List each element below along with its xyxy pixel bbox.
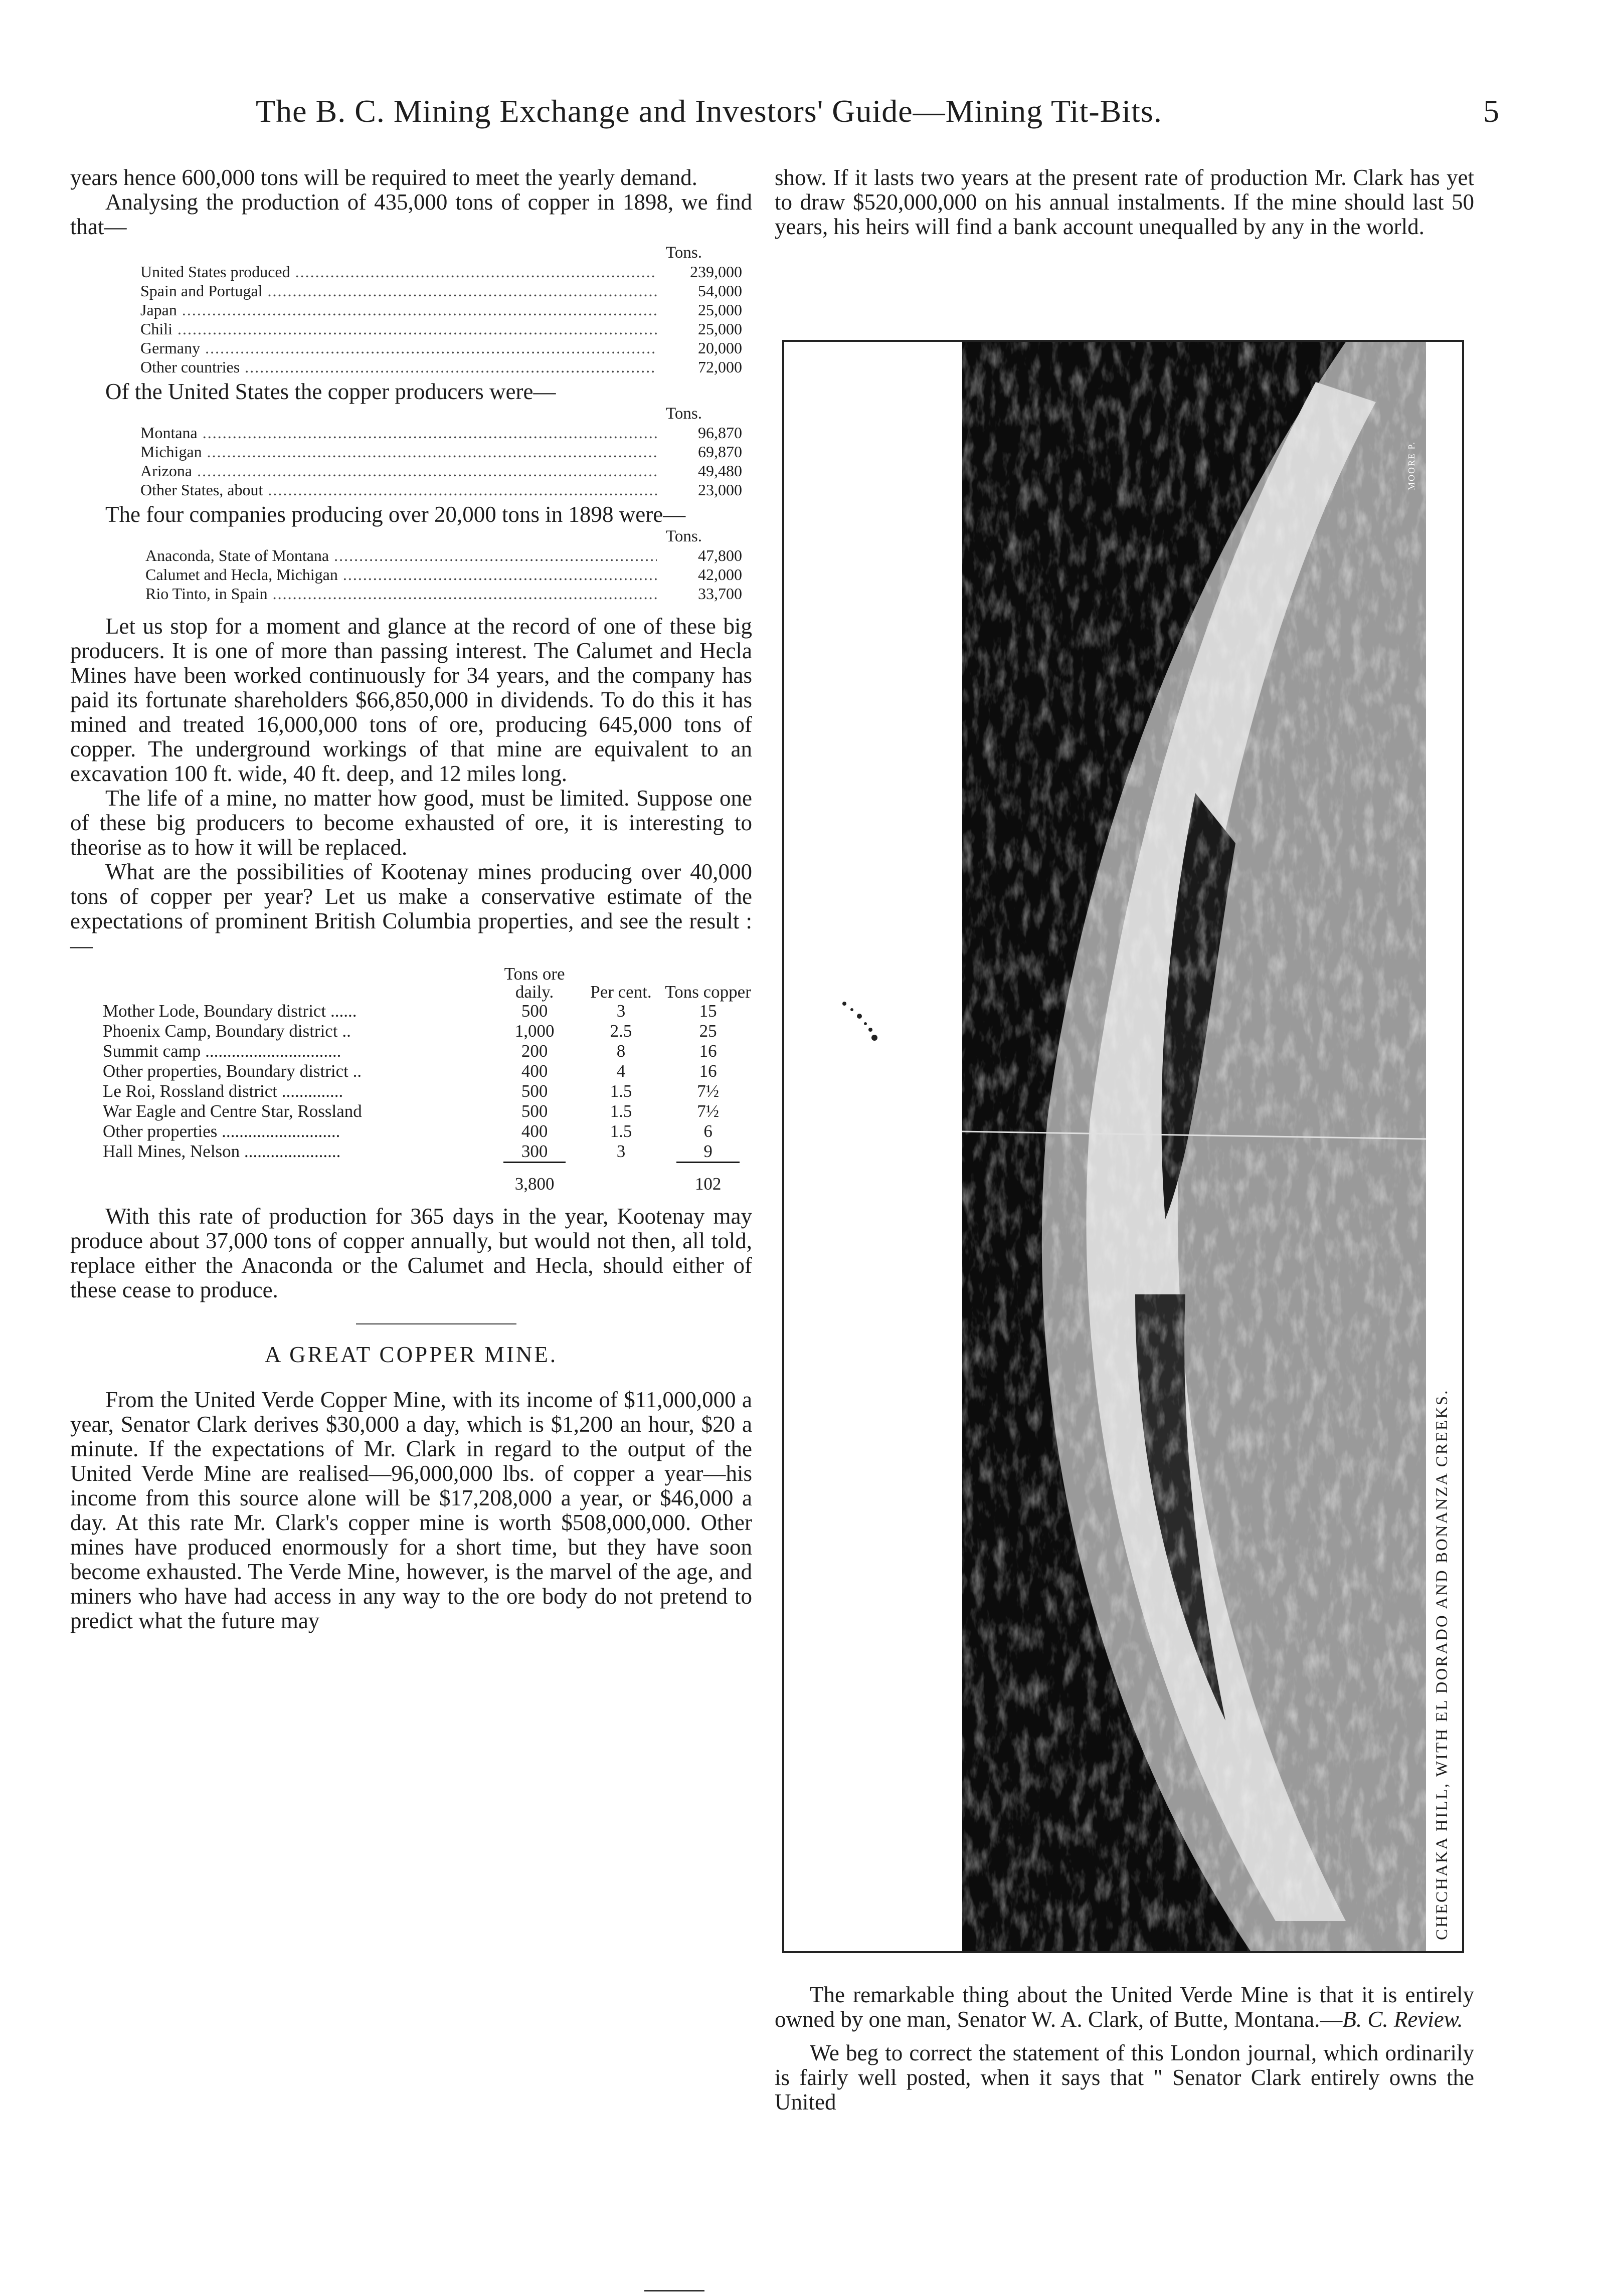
photo-caption: CHECHAKA HILL, WITH EL DORADO AND BONANZA CREEKS. bbox=[1433, 1389, 1451, 1940]
row-value: 49,480 bbox=[698, 462, 742, 480]
table-row bbox=[103, 1081, 752, 1101]
table-row bbox=[140, 357, 742, 376]
percent-value: 3 bbox=[616, 1141, 626, 1161]
ore-value: 500 bbox=[521, 1081, 548, 1101]
copper-value: 6 bbox=[703, 1121, 712, 1141]
row-name: Montana bbox=[140, 424, 198, 442]
row-value: 239,000 bbox=[690, 263, 742, 281]
column-header: Tons copper bbox=[665, 982, 751, 1002]
table-row bbox=[103, 1101, 752, 1121]
total-row bbox=[103, 1162, 752, 1194]
paragraph bbox=[775, 1983, 1474, 2032]
total-ore: 3,800 bbox=[514, 1174, 555, 1194]
row-name: Rio Tinto, in Spain bbox=[145, 585, 268, 603]
stray-ink-mark bbox=[842, 1002, 877, 1041]
row-name: Hall Mines, Nelson ...................... bbox=[103, 1141, 341, 1161]
ore-value: 500 bbox=[521, 1001, 548, 1021]
row-value: 69,870 bbox=[698, 443, 742, 461]
paragraph: The life of a mine, no matter how good, must be limited. Suppose one of these big producers to become exhausted of ore, it is interesting to theorise as to how it will be replaced. bbox=[70, 786, 752, 860]
paragraph: We beg to correct the statement of this London journal, which ordinarily is fairly well posted, when it says that " Senator Clark entirely owns the United bbox=[775, 2040, 1474, 2115]
table-row bbox=[140, 300, 742, 319]
row-value: 20,000 bbox=[698, 339, 742, 357]
percent-value: 2.5 bbox=[610, 1021, 632, 1041]
photograph-chechaka-hill bbox=[782, 340, 1464, 1953]
copper-value: 15 bbox=[699, 1001, 717, 1021]
paragraph: Of the United States the copper producers were— bbox=[105, 379, 556, 404]
table-row bbox=[145, 565, 742, 584]
row-name: Anaconda, State of Montana bbox=[145, 546, 329, 564]
row-name: Germany bbox=[140, 339, 201, 357]
row-value: 25,000 bbox=[698, 301, 742, 319]
paragraph: What are the possibilities of Kootenay mines producing over 40,000 tons of copper per year? Let us make a conservative estimate of the expectations of prominent British Columbia properties, and see the result :— bbox=[70, 859, 752, 958]
ore-value: 400 bbox=[521, 1121, 548, 1141]
table-row bbox=[140, 480, 742, 499]
row-value: 23,000 bbox=[698, 481, 742, 499]
ore-value: 200 bbox=[521, 1041, 548, 1061]
percent-value: 1.5 bbox=[610, 1101, 632, 1121]
unit-label: Tons. bbox=[666, 527, 702, 545]
row-name: Summit camp ............................... bbox=[103, 1041, 341, 1061]
running-title: The B. C. Mining Exchange and Investors' Guide—Mining Tit-Bits. bbox=[256, 93, 1162, 129]
copper-value: 7½ bbox=[697, 1101, 719, 1121]
copper-value: 16 bbox=[699, 1061, 717, 1081]
page-number: 5 bbox=[1483, 93, 1499, 129]
source-citation: B. C. Review. bbox=[1342, 2007, 1463, 2032]
paragraph: years hence 600,000 tons will be required to meet the yearly demand. bbox=[70, 165, 697, 190]
row-name: Japan bbox=[140, 301, 177, 319]
ore-value: 500 bbox=[521, 1101, 548, 1121]
table-row bbox=[103, 1121, 752, 1141]
table-row bbox=[140, 461, 742, 480]
table-row bbox=[103, 1061, 752, 1081]
table-row bbox=[140, 423, 742, 442]
kootenay-estimate-table bbox=[103, 965, 752, 1194]
section-title: A GREAT COPPER MINE. bbox=[264, 1342, 558, 1367]
row-value: 47,800 bbox=[698, 546, 742, 564]
row-value: 25,000 bbox=[698, 320, 742, 338]
row-name: Other States, about bbox=[140, 481, 263, 499]
right-column bbox=[775, 165, 1474, 239]
table-row bbox=[103, 1041, 752, 1061]
row-name: Spain and Portugal bbox=[140, 282, 263, 300]
paragraph-text: The remarkable thing about the United Verde Mine is that it is entirely owned by one man, Senator W. A. Clark, of Butte, Montana.— bbox=[775, 1982, 1474, 2032]
row-name: Le Roi, Rossland district .............. bbox=[103, 1081, 343, 1101]
percent-value: 1.5 bbox=[610, 1121, 632, 1141]
ore-value: 1,000 bbox=[514, 1021, 555, 1041]
paragraph: With this rate of production for 365 days in the year, Kootenay may produce about 37,000 tons of copper annually, but would not then, all told, replace either the Anaconda or the Calumet and Hecla, should either of these cease to produce. bbox=[70, 1204, 752, 1302]
percent-value: 1.5 bbox=[610, 1081, 632, 1101]
copper-value: 16 bbox=[699, 1041, 717, 1061]
copper-value: 9 bbox=[703, 1141, 712, 1161]
row-value: 96,870 bbox=[698, 424, 742, 442]
paragraph: From the United Verde Copper Mine, with its income of $11,000,000 a year, Senator Clark derives $30,000 a day, which is $1,200 an hour, $20 a minute. If the expectations of Mr. Clark in regard to the output of the United Verde Mine are realised—96,000,000 lbs. of copper a year—his income from this source alone will be $17,208,000 a year, or $46,000 a day. At this rate Mr. Clark's copper mine is worth $508,000,000. Other mines have produced enormously for a short time, but they have soon become exhausted. The Verde Mine, however, is the marvel of the age, and miners who have had access in any way to the ore body do not pretend to predict what the future may bbox=[70, 1387, 752, 1633]
copper-value: 25 bbox=[699, 1021, 717, 1041]
unit-label: Tons. bbox=[666, 244, 702, 262]
percent-value: 4 bbox=[616, 1061, 626, 1081]
row-name: Other properties ........................... bbox=[103, 1121, 340, 1141]
table-row bbox=[103, 1021, 752, 1041]
row-name: Chili bbox=[140, 320, 173, 338]
table-row bbox=[140, 281, 742, 300]
row-name: Mother Lode, Boundary district ...... bbox=[103, 1001, 357, 1021]
percent-value: 8 bbox=[616, 1041, 626, 1061]
table-row bbox=[140, 319, 742, 338]
row-name: War Eagle and Centre Star, Rossland bbox=[103, 1101, 362, 1121]
hillside-photo-image bbox=[784, 342, 1462, 1951]
paragraph: Let us stop for a moment and glance at the record of one of these big producers. It is one of more than passing interest. The Calumet and Hecla Mines have been worked continuously for 34 years, and the company has paid its fortunate shareholders $66,850,000 in dividends. To do this it has mined and treated 16,000,000 tons of ore, producing 645,000 tons of copper. The underground workings of that mine are equivalent to an excavation 100 ft. wide, 40 ft. deep, and 12 miles long. bbox=[70, 614, 752, 786]
table-row bbox=[145, 546, 742, 565]
row-name: Other properties, Boundary district .. bbox=[103, 1061, 362, 1081]
table-row bbox=[103, 1141, 752, 1162]
row-name: Phoenix Camp, Boundary district .. bbox=[103, 1021, 351, 1041]
table-row bbox=[140, 442, 742, 461]
column-header bbox=[103, 965, 491, 1001]
table-row bbox=[103, 1001, 752, 1021]
world-copper-table bbox=[140, 243, 742, 376]
row-value: 33,700 bbox=[698, 585, 742, 603]
paragraph: The four companies producing over 20,000 tons in 1898 were— bbox=[105, 502, 686, 527]
page-header bbox=[256, 93, 1499, 138]
row-name: Calumet and Hecla, Michigan bbox=[145, 565, 338, 584]
column-header: Per cent. bbox=[590, 982, 652, 1002]
table-row bbox=[145, 584, 742, 603]
right-column-lower bbox=[775, 1983, 1474, 2115]
photo-grain bbox=[962, 342, 1426, 1951]
us-copper-table bbox=[140, 404, 742, 499]
row-value: 54,000 bbox=[698, 282, 742, 300]
ore-value: 300 bbox=[521, 1141, 548, 1161]
ore-value: 400 bbox=[521, 1061, 548, 1081]
copper-value: 7½ bbox=[697, 1081, 719, 1101]
bottom-rule bbox=[644, 2290, 704, 2291]
total-rule bbox=[503, 1162, 565, 1163]
row-name: Other countries bbox=[140, 358, 240, 376]
paragraph: show. If it lasts two years at the present rate of production Mr. Clark has yet to draw $520,000,000 on his annual instalments. If the mine should last 50 years, his heirs will find a bank account unequalled by any in the world. bbox=[775, 165, 1474, 239]
unit-label: Tons. bbox=[666, 405, 702, 423]
photographer-credit: MOORE P. bbox=[1406, 441, 1416, 491]
left-column bbox=[70, 165, 752, 1633]
column-header: Tons ore daily. bbox=[504, 964, 565, 1002]
row-name: Michigan bbox=[140, 443, 202, 461]
table-row bbox=[140, 338, 742, 357]
row-name: United States produced bbox=[140, 263, 290, 281]
row-name: Arizona bbox=[140, 462, 193, 480]
table-row bbox=[140, 262, 742, 281]
total-rule bbox=[676, 1162, 740, 1163]
row-value: 72,000 bbox=[698, 358, 742, 376]
section-heading bbox=[70, 1342, 752, 1368]
companies-table bbox=[145, 527, 742, 603]
section-rule bbox=[356, 1323, 516, 1324]
row-value: 42,000 bbox=[698, 565, 742, 584]
total-copper: 102 bbox=[694, 1174, 722, 1194]
percent-value: 3 bbox=[616, 1001, 626, 1021]
paragraph: Analysing the production of 435,000 tons of copper in 1898, we find that— bbox=[70, 189, 752, 239]
